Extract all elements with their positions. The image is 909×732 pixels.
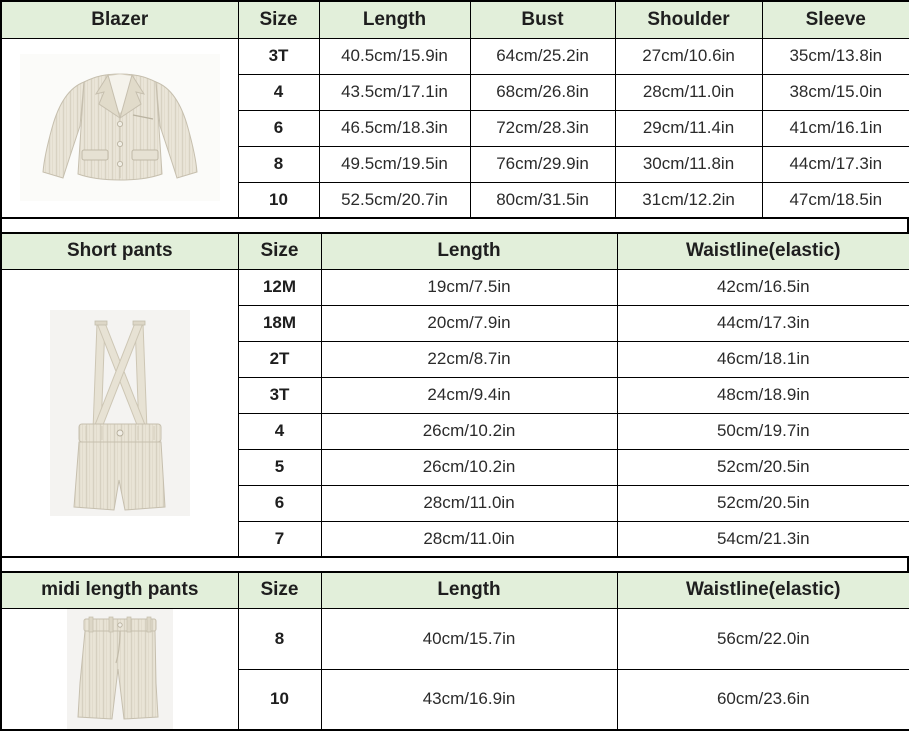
blazer-photo-cell: [1, 38, 238, 218]
length-cell: 26cm/10.2in: [321, 413, 617, 449]
waistline-cell: 60cm/23.6in: [617, 669, 909, 730]
blazer-col-shoulder: Shoulder: [615, 1, 762, 38]
sleeve-cell: 41cm/16.1in: [762, 110, 909, 146]
waistline-cell: 48cm/18.9in: [617, 377, 909, 413]
midi-pants-header-row: [1, 572, 909, 608]
waistline-cell: 50cm/19.7in: [617, 413, 909, 449]
waistline-cell: 54cm/21.3in: [617, 521, 909, 557]
shoulder-cell: 31cm/12.2in: [615, 182, 762, 218]
sleeve-cell: 35cm/13.8in: [762, 38, 909, 74]
blazer-col-length: Length: [319, 1, 470, 38]
length-cell: 40.5cm/15.9in: [319, 38, 470, 74]
midi-pants-row: [1, 608, 909, 669]
size-cell: 4: [238, 413, 321, 449]
length-cell: 28cm/11.0in: [321, 485, 617, 521]
midi-pants-col-waistline: Waistline(elastic): [617, 572, 909, 608]
midi-pants-col-length: Length: [321, 572, 617, 608]
sleeve-cell: 38cm/15.0in: [762, 74, 909, 110]
size-cell: 4: [238, 74, 319, 110]
length-cell: 22cm/8.7in: [321, 341, 617, 377]
size-cell: 7: [238, 521, 321, 557]
waistline-cell: 46cm/18.1in: [617, 341, 909, 377]
blazer-photo: [20, 54, 220, 201]
length-cell: 43.5cm/17.1in: [319, 74, 470, 110]
midi-pants-product-name: midi length pants: [1, 572, 238, 608]
waistline-cell: 52cm/20.5in: [617, 449, 909, 485]
length-cell: 28cm/11.0in: [321, 521, 617, 557]
length-cell: 40cm/15.7in: [321, 608, 617, 669]
short-pants-product-name: Short pants: [1, 233, 238, 269]
length-cell: 24cm/9.4in: [321, 377, 617, 413]
short-pants-col-waistline: Waistline(elastic): [617, 233, 909, 269]
shoulder-cell: 28cm/11.0in: [615, 74, 762, 110]
size-cell: 6: [238, 485, 321, 521]
waistline-cell: 42cm/16.5in: [617, 269, 909, 305]
table-gap: [0, 219, 909, 232]
size-cell: 10: [238, 182, 319, 218]
length-cell: 46.5cm/18.3in: [319, 110, 470, 146]
size-cell: 5: [238, 449, 321, 485]
length-cell: 19cm/7.5in: [321, 269, 617, 305]
short-pants-row: [1, 269, 909, 305]
size-cell: 8: [238, 608, 321, 669]
midi-pants-photo-cell: [1, 608, 238, 730]
short-pants-size-table: [0, 232, 909, 558]
blazer-row: [1, 38, 909, 74]
size-cell: 3T: [238, 38, 319, 74]
short-pants-photo-cell: [1, 269, 238, 557]
waistline-cell: 44cm/17.3in: [617, 305, 909, 341]
blazer-header-row: [1, 1, 909, 38]
sleeve-cell: 47cm/18.5in: [762, 182, 909, 218]
bust-cell: 72cm/28.3in: [470, 110, 615, 146]
waistline-cell: 56cm/22.0in: [617, 608, 909, 669]
blazer-col-size: Size: [238, 1, 319, 38]
sleeve-cell: 44cm/17.3in: [762, 146, 909, 182]
midi-pants-col-size: Size: [238, 572, 321, 608]
length-cell: 26cm/10.2in: [321, 449, 617, 485]
midi-pants-photo: [67, 609, 173, 729]
length-cell: 20cm/7.9in: [321, 305, 617, 341]
bust-cell: 80cm/31.5in: [470, 182, 615, 218]
shoulder-cell: 30cm/11.8in: [615, 146, 762, 182]
short-pants-col-length: Length: [321, 233, 617, 269]
size-cell: 2T: [238, 341, 321, 377]
size-cell: 10: [238, 669, 321, 730]
size-cell: 12M: [238, 269, 321, 305]
table-gap: [0, 558, 909, 571]
size-cell: 8: [238, 146, 319, 182]
blazer-col-bust: Bust: [470, 1, 615, 38]
size-cell: 6: [238, 110, 319, 146]
bust-cell: 68cm/26.8in: [470, 74, 615, 110]
size-cell: 18M: [238, 305, 321, 341]
length-cell: 43cm/16.9in: [321, 669, 617, 730]
midi-pants-size-table: [0, 571, 909, 731]
waistline-cell: 52cm/20.5in: [617, 485, 909, 521]
shoulder-cell: 27cm/10.6in: [615, 38, 762, 74]
bust-cell: 64cm/25.2in: [470, 38, 615, 74]
short-pants-header-row: [1, 233, 909, 269]
bust-cell: 76cm/29.9in: [470, 146, 615, 182]
shoulder-cell: 29cm/11.4in: [615, 110, 762, 146]
blazer-size-table: [0, 0, 909, 219]
length-cell: 49.5cm/19.5in: [319, 146, 470, 182]
length-cell: 52.5cm/20.7in: [319, 182, 470, 218]
short-pants-photo: [50, 310, 190, 516]
size-cell: 3T: [238, 377, 321, 413]
short-pants-col-size: Size: [238, 233, 321, 269]
blazer-product-name: Blazer: [1, 1, 238, 38]
blazer-col-sleeve: Sleeve: [762, 1, 909, 38]
